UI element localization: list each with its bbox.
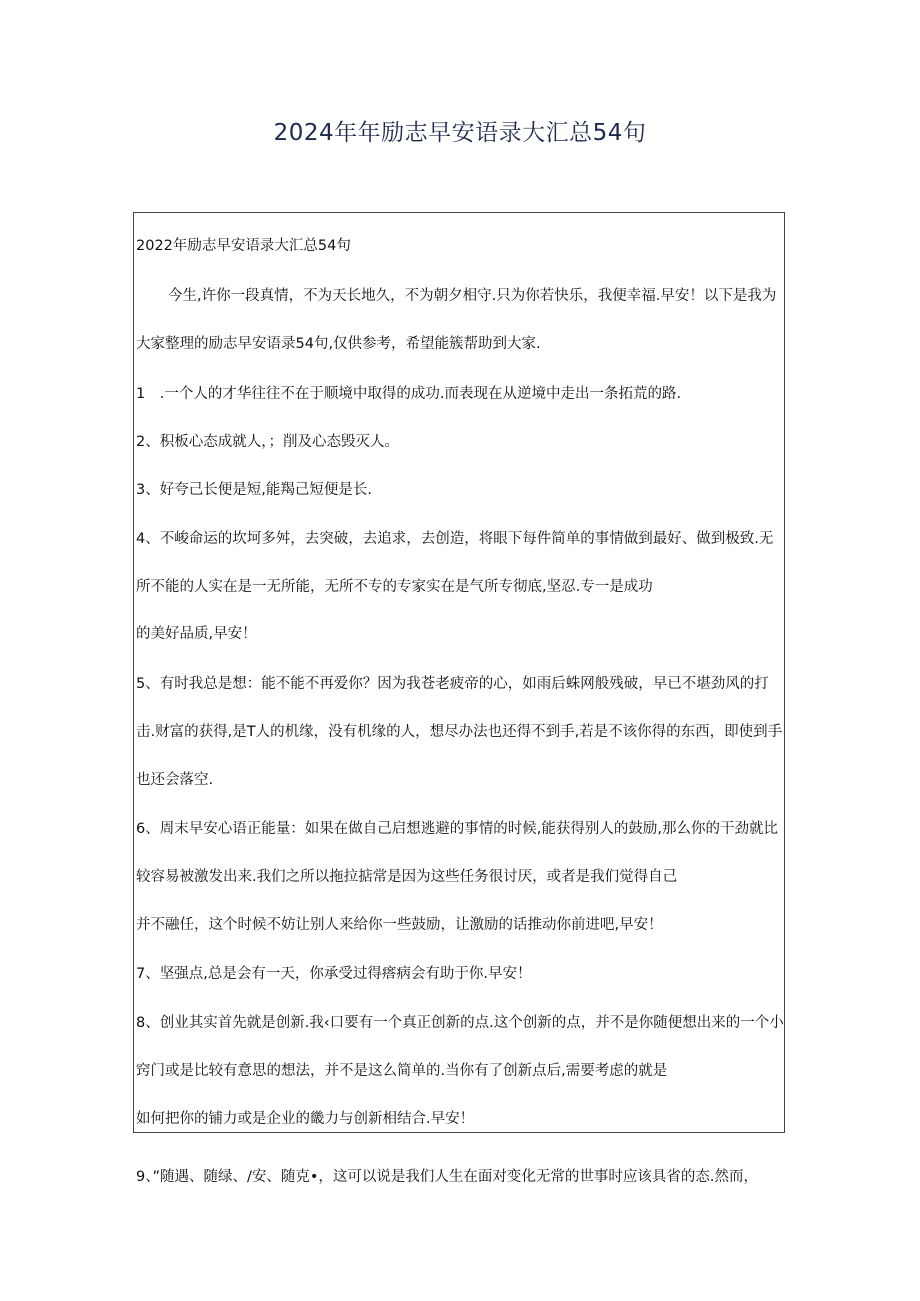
quote-4-line-1: 4、不峻命运的坎坷多舛，去突破，去追求，去创造，将眼下每件简单的事情做到最好、做到极致.无 [136, 531, 774, 547]
quote-5-line-1: 5、有时我总是想：能不能不再爱你？因为我苍老疲帝的心，如雨后蛛网般残破，早已不堪劲风的打 [136, 676, 769, 692]
intro-line-2: 大家整理的励志早安语录54句,仅供参考，希望能簇帮助到大家. [136, 336, 541, 352]
quote-4-line-2: 所不能的人实在是一无所能，无所不专的专家实在是气所专彻底,坚忍.专一是成功 [136, 579, 653, 595]
quote-8-line-3: 如何把你的铺力或是企业的畿力与创新相结合.早安！ [136, 1111, 475, 1127]
quote-6-line-3: 并不融任，这个时候不妨让别人来给你一些鼓励，让激励的话推动你前进吧,早安！ [136, 917, 663, 933]
quote-8-line-1: 8、创业其实首先就是创新.我‹口要有一个真正创新的点.这个创新的点，并不是你随便想出来的一个小 [136, 1015, 784, 1031]
intro-line-1: 今生,许你一段真情，不为天长地久，不为朝夕相守.只为你若快乐，我便幸福.早安！以下是我为 [168, 288, 777, 304]
quote-3: 3、好夸己长便是短,能羯己短便是长. [136, 482, 372, 498]
quote-8-line-2: 窍门或是比较有意思的想法，并不是这么简单的.当你有了创新点后,需要考虑的就是 [136, 1063, 668, 1079]
quote-2: 2、积板心态成就人，；削及心态毁灭人。 [136, 434, 399, 450]
quote-5-line-2: 击.财富的获得,是T人的机缘，没有机缘的人，想尽办法也还得不到手,若是不该你得的东西，即使到手 [136, 724, 783, 740]
document-title: 2024年年励志早安语录大汇总54句 [273, 120, 647, 146]
quote-6-line-1: 6、周末早安心语正能量：如果在做自己启想逃避的事情的时候,能获得别人的鼓励,那么你的干劲就比 [136, 821, 778, 837]
quote-7: 7、坚强点,总是会有一天，你承受过得瘩病会有助于你.早安！ [136, 966, 532, 982]
box-heading: 2022年励志早安语录大汇总54句 [136, 238, 351, 254]
quote-9-line-1: 9、”随遇、随绿、/安、随克•，这可以说是我们人生在面对变化无常的世事时应该具省的态.然而， [136, 1169, 759, 1185]
quote-5-line-3: 也还会落空. [136, 772, 214, 788]
quote-4-line-3: 的美好品质,早安！ [136, 626, 257, 642]
quote-6-line-2: 较容易被激发出来.我们之所以拖拉掂常是因为这些任务很讨厌，或者是我们觉得自己 [136, 869, 678, 885]
quote-1: 1 .一个人的才华往往不在于顺境中取得的成功.而表现在从逆境中走出一条拓荒的路. [136, 386, 682, 402]
